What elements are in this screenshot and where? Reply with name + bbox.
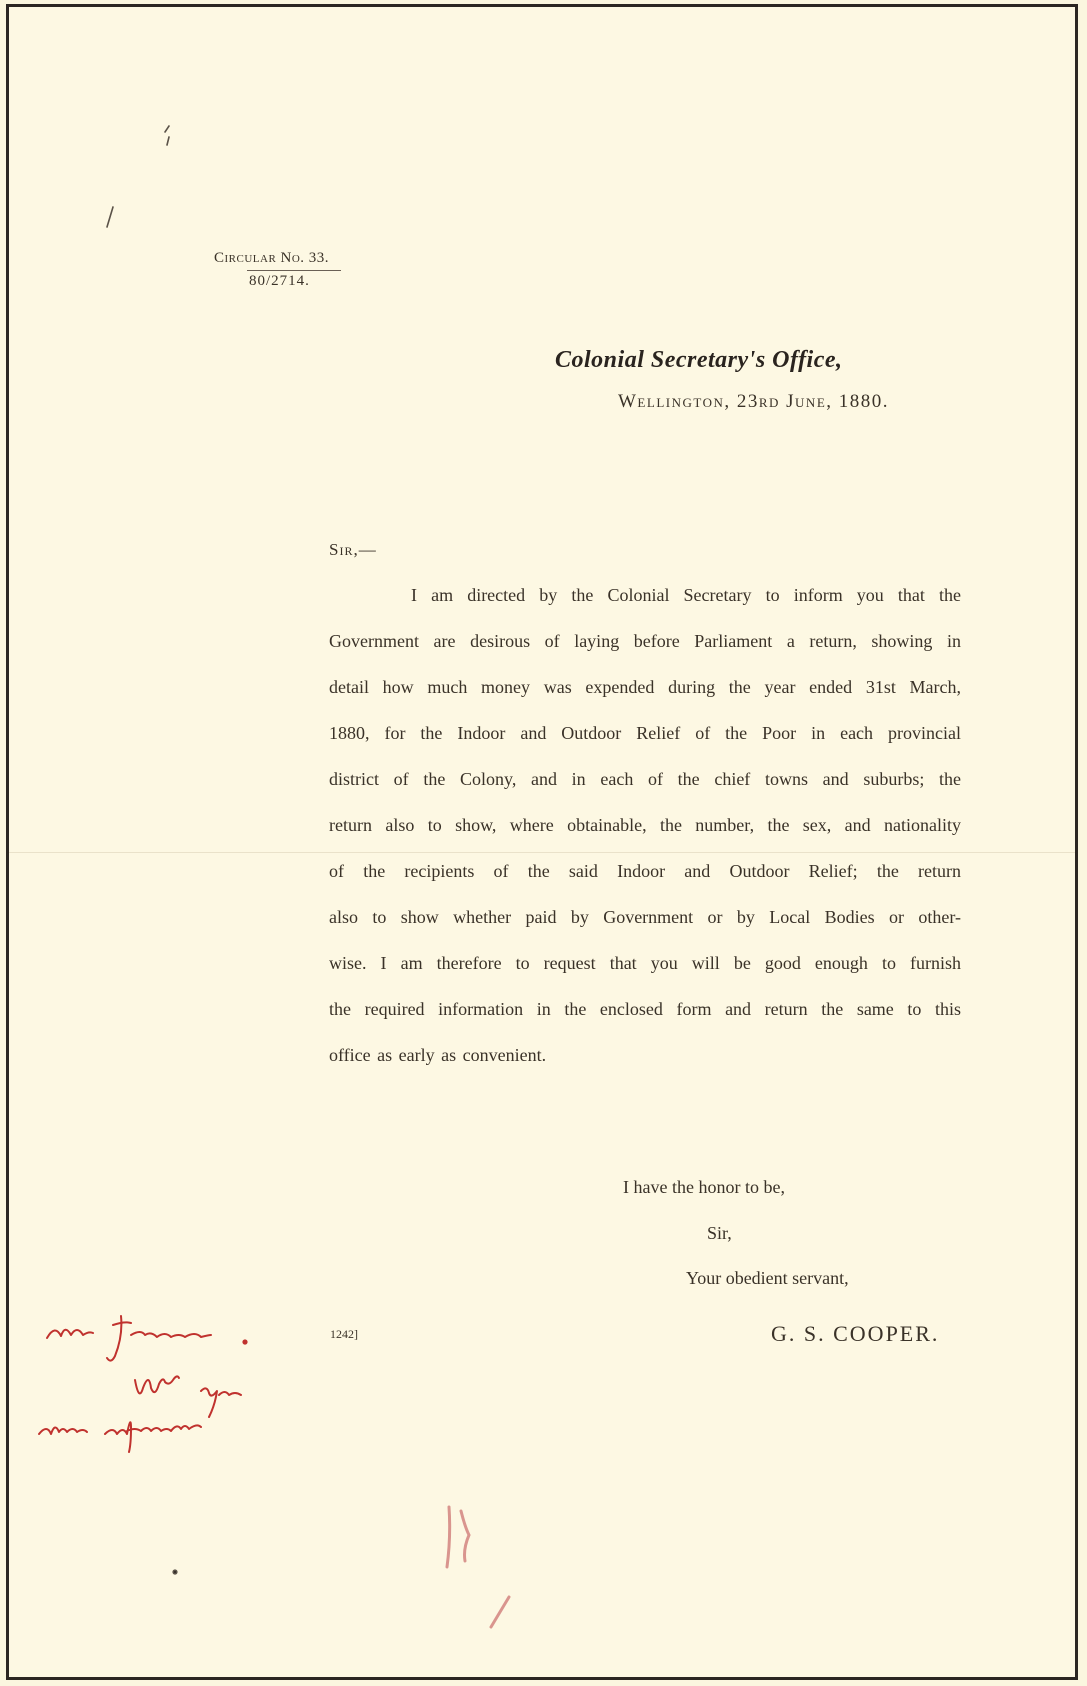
letter-page [6, 4, 1078, 1680]
pencil-mark [447, 1507, 450, 1567]
pencil-mark [107, 207, 113, 227]
handwriting-stroke [47, 1330, 93, 1338]
handwriting-dot [243, 1340, 246, 1343]
pencil-mark [491, 1597, 509, 1627]
handwriting-stroke [105, 1422, 201, 1452]
body-line: the required information in the enclosed form and return the same to this [329, 999, 961, 1019]
pencil-mark [165, 126, 169, 145]
body-line: district of the Colony, and in each of the chief towns and suburbs; the [329, 769, 961, 789]
closing-servant: Your obedient servant, [686, 1268, 849, 1288]
handwriting-stroke [131, 1332, 211, 1337]
file-number: 80/2714. [249, 273, 310, 289]
handwriting-stroke [201, 1388, 241, 1417]
handwritten-annotation [9, 7, 1075, 1677]
body-line: also to show whether paid by Government or by Local Bodies or other- [329, 907, 961, 927]
body-line: Government are desirous of laying before Parliament a return, showing in [329, 631, 961, 651]
closing-line: I have the honor to be, [623, 1177, 785, 1197]
circular-label: Circular No. 33. [214, 250, 330, 266]
handwriting-stroke [107, 1316, 131, 1361]
salutation: Sir,— [329, 540, 377, 559]
signatory-name: G. S. COOPER. [771, 1321, 940, 1346]
handwriting-stroke [135, 1376, 179, 1393]
body-line: wise. I am therefore to request that you will be good enough to furnish [329, 953, 961, 973]
pencil-mark [461, 1511, 469, 1561]
dateline: Wellington, 23rd June, 1880. [618, 391, 890, 412]
body-line: I am directed by the Colonial Secretary to inform you that the [411, 585, 961, 605]
body-line: of the recipients of the said Indoor and Outdoor Relief; the return [329, 861, 961, 881]
body-line: return also to show, where obtainable, the number, the sex, and nationality [329, 815, 961, 835]
handwriting-stroke [39, 1427, 87, 1434]
office-heading: Colonial Secretary's Office, [555, 347, 843, 373]
closing-sir: Sir, [707, 1223, 732, 1243]
body-line: detail how much money was expended during the year ended 31st March, [329, 677, 961, 697]
body-line: 1880, for the Indoor and Outdoor Relief of the Poor in each provincial [329, 723, 961, 743]
pencil-dot [173, 1570, 177, 1574]
body-line: office as early as convenient. [329, 1045, 547, 1065]
print-code: 1242] [330, 1327, 358, 1341]
